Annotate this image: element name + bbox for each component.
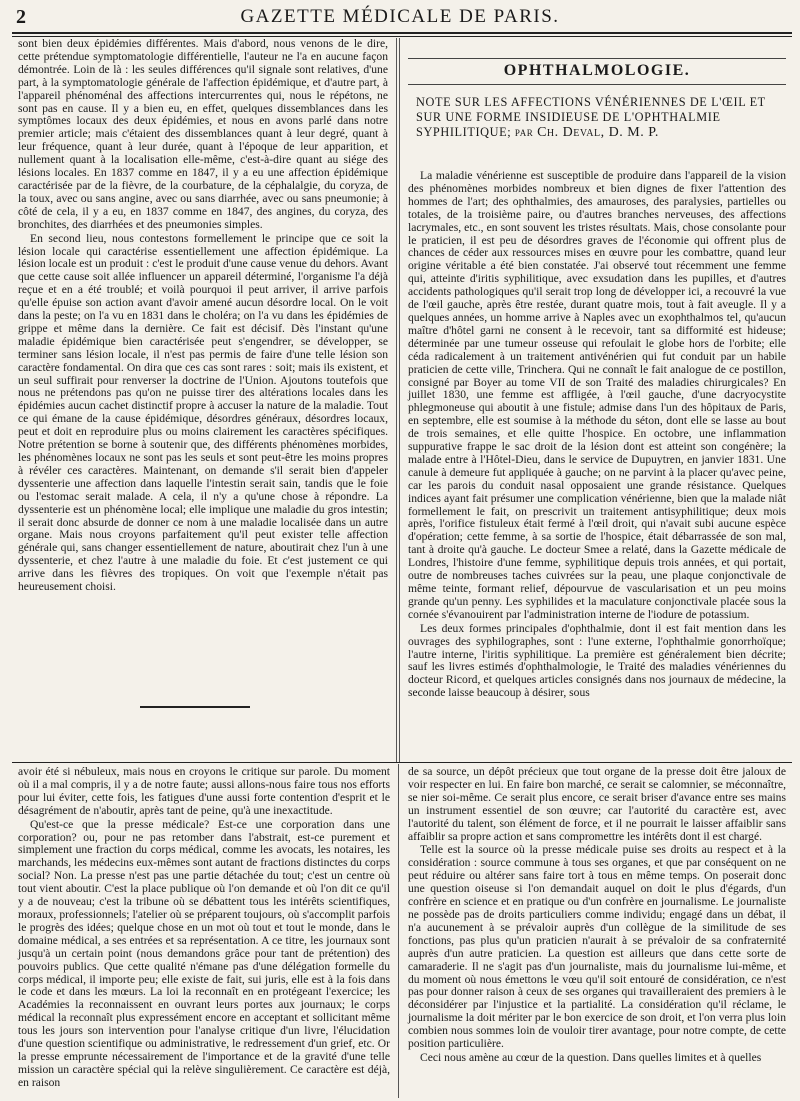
section-title: OPHTHALMOLOGIE. — [503, 62, 691, 79]
column-divider-secondary — [399, 38, 400, 762]
bottom-right-paragraph: Telle est la source où la presse médicale puise ses droits au respect et à la considération : source commune à tous ses organes, et que par conséquent on ne peut réduire ou altérer sans faire tort à tous en même temps. On poserait donc une question oiseuse si l'on demandait auquel on doit le plus d'égards, d'un confrère en science et en pratique ou d'un confrère en journalisme. Le journaliste ne possède pas de droits particuliers comme individu; engagé dans un débat, il n'a aucunement à se prévaloir auprès d'un collègue de la similitude de ses fonctions, pas plus qu'un praticien n'aurait à se prévaloir de sa confraternité auprès d'un autre praticien. La question est ailleurs que dans cette sorte de camaraderie. Il ne s'agit pas d'un journaliste, mais du journalisme lui-même, et du moment où nous émettons le vœu qu'il soit entouré de considération, ce n'est pas pour donner raison à ceux de ses organes qui travailleraient des premiers à le déconsidérer par l'injustice et la partialité. La considération qu'il réclame, le journalisme la doit mériter par le bon exercice de son droit, et l'on verra plus loin combien nous sommes loin de vouloir tirer avantage, pour notre compte, de cette position particulière. — [408, 843, 786, 1051]
section-rule-top — [408, 58, 786, 59]
bottom-column-divider — [398, 764, 399, 1098]
right-paragraph: Les deux formes principales d'ophthalmie, dont il est fait mention dans les ouvrages des syphilographes, sont : l'une externe, l'ophthalmie gonorrhoïque; l'autre interne, l'iritis syphilitique. La première est généralement bien décrite; sauf les livres estimés d'ophthalmologie, le Traité des maladies vénériennes du docteur Ricord, et quelques articles consignés dans nos journaux de médecine, la seconde laisse beaucoup à désirer, sous — [408, 621, 786, 700]
bottom-right-paragraph: Ceci nous amène au cœur de la question. Dans quelles limites et à quelles — [420, 1050, 762, 1064]
bottom-left-column — [18, 766, 390, 1091]
article-title-text: NOTE SUR LES AFFECTIONS VÉNÉRIENNES DE L'ŒIL ET SUR UNE FORME INSIDIEUSE DE L'OPHTHALMIE SYPHILITIQUE; par — [416, 95, 766, 139]
article-end-rule — [140, 706, 250, 708]
article-title — [416, 95, 788, 140]
right-column — [408, 170, 786, 701]
lower-section-divider — [12, 762, 792, 763]
header-rule — [12, 32, 792, 34]
left-paragraph: En second lieu, nous contestons formellement le principe que ce soit la lésion locale qui caractérise essentiellement une affection épidémique. La lésion locale est un produit : c'est le produit d'une cause venue du dehors. Avant que cette cause soit allée influencer un appareil déterminé, l'organisme l'a déjà reçue et en a été troublé; et voilà pourquoi il peut arriver, il arrive parfois qu'elle épuise son action avant d'avoir amené aucun désordre local. On le voit dans la peste; on l'a vu en 1831 dans le choléra; on l'a vu dans les épidémies de grippe et même dans la dernière. Ce fait est décisif. Dès l'instant qu'une maladie épidémique bien caractérisée peut s'engendrer, se développer, se terminer sans lésion locale, il n'est pas permis de faire d'une telle lésion son caractère fondamental. On dira que ces cas sont rares : soit; mais ils existent, et un seul suffirait pour renverser la doctrine de l'Union. Ajoutons toutefois que nous ne prétendons pas qu'on ne puisse tirer des altérations locales dans les épidémies aucun cachet distinctif propre à accuser la nature de la maladie. Tout ce qui émane de la cause épidémique, désordres généraux, désordres locaux, peut et doit en reproduire plus ou moins clairement les caractères spécifiques. Notre prétention se borne à soutenir que, des différents phénomènes morbides, les phénomènes locaux ne sont pas les seuls et sont peut-être les moins propres à révéler ces caractères. Maintenant, on demande s'il serait bien d'appeler dyssenterie une affection dans laquelle l'intestin serait sain, tandis que le foie ou l'estomac serait malade. A cela, il n'y a qu'une chose à répondre. La dyssenterie est un phénomène local; elle implique une maladie du gros intestin; il serait donc absurde de donner ce nom à une maladie localisée dans un autre organe. Mais nous croyons parfaitement qu'il peut exister telle affection générale qui, sans changer essentiellement de nature, aboutirait chez l'un à une dyssenterie, et chez l'autre à une maladie du foie. Et c'est justement ce qui arrive dans les fièvres des tropiques. On voit que l'exemple n'était pas heureusement choisi. — [18, 231, 388, 594]
column-divider — [396, 38, 397, 762]
article-author: Ch. Deval, D. M. P. — [537, 125, 659, 140]
page-number: 2 — [16, 6, 26, 28]
bottom-right-paragraph: de sa source, un dépôt précieux que tout organe de la presse doit être jaloux de voir respecter en lui. En faire bon marché, ce serait se calomnier, se méconnaître, se nier soi-même. Ce serait plus encore, ce serait briser d'avance entre ses mains un instrument essentiel de son œuvre; car l'autorité du caractère est, avec l'autorité du talent, son élément de force, et il ne pourrait le laisser affaiblir sans affaiblir sa propre action et sans compromettre les intérêts dont il est chargé. — [408, 765, 786, 843]
left-column — [18, 38, 388, 595]
bottom-left-paragraph: Qu'est-ce que la presse médicale? Est-ce une corporation dans une corporation? ou, pour ne pas retomber dans l'abstrait, est-ce purement et simplement une fraction du corps médical, comme les avocats, les notaires, les marchands, les médecins eux-mêmes sont autant de fractions distinctes du corps social? Non. La presse n'est pas une partie détachée du tout; c'est un centre où tout vient aboutir. C'est la place publique où l'on demande et où l'on dit ce qu'il y a de nouveau; c'est la tribune où se débattent tous les intérêts scientifiques, moraux, professionnels; l'atelier où se préparent toujours, où s'accomplit parfois le progrès des idées; quelque chose en un mot où tout et tout le monde, dans le domaine médical, a ses entrées et sa représentation. A ce titre, les journaux sont jusqu'à un certain point (nous demandons grâce pour tant de prétention) des pouvoirs publics. Que cette qualité n'émane pas d'une délégation formelle du corps médical, il importe peu; elle existe de fait, sui juris, elle est à la fois dans le code et dans les mœurs. La loi la reconnaît en en protégeant l'exercice; les Académies la reconnaissent en ouvrant leurs portes aux journaux; le corps médical la reconnaît plus expressément encore en acceptant et sollicitant même tous les jours son intervention pour l'analyse critique d'un livre, l'élucidation d'une question scientifique ou administrative, le redressement d'un grief, etc. Or la presse emprunte nécessairement de l'importance et de la gravité d'une telle mission un caractère spécial qui la relève singulièrement. Ce caractère est déjà, en raison — [18, 817, 390, 1089]
bottom-left-paragraph: avoir été si nébuleux, mais nous en croyons le critique sur parole. Du moment où il a mal compris, il y a de notre faute; aussi allons-nous faire tous nos efforts pour lui éviter, cette fois, les fatigues d'une aussi forte contention d'esprit et le désagrément de n'aboutir, après tant de peine, qu'à une inexactitude. — [18, 765, 390, 817]
left-paragraph: sont bien deux épidémies différentes. Mais d'abord, nous venons de le dire, cette prétendue symptomatologie différentielle, l'auteur ne l'a en aucune façon démontrée. Loin de là : les seules différences qu'il signale sont relatives, d'une part, à la symptomatologie générale de l'affection épidémique, et d'autre part, à l'appareil phénoménal des affections intercurrentes qui, nous le répétons, ne sont pas en cause. Il y a bien eu, en effet, quelques dissemblances dans les symptômes locaux des deux épidémies, et nous en avons parlé dans notre premier article; mais c'étaient des dissemblances quant à leur degré, quant à leur fréquence, quant à leur durée, quant à l'époque de leur apparition, et nullement quant à la localisation elle-même, c'est-à-dire quant au siége des lésions locales. En 1837 comme en 1847, il y a eu une affection épidémique caractérisée par de la fièvre, de la courbature, de la céphalalgie, du coryza, de la toux, avec ou sans angine, avec ou sans diarrhée, avec ou sans pneumonie; à côté de cela, il y a eu, en 1837 comme en 1847, des angines, du coryza, des bronchites, des diarrhées et des pneumonies simples. — [18, 37, 388, 231]
bottom-right-column — [408, 766, 786, 1066]
right-paragraph: La maladie vénérienne est susceptible de produire dans l'appareil de la vision des phénomènes morbides nombreux et bien dignes de fixer l'attention des hommes de l'art; des ophthalmies, des amauroses, des paralysies, partielles ou totales, de la troisième paire, ou d'autres branches nerveuses, des affections lacrymales, etc., en sont souvent les tristes résultats. Mais, chose consolante pour le praticien, il est peu de désordres graves de l'économie qui offrent plus de chances de céder aux ressources mises en œuvre pour les combattre, quand leur origine véritable a été bien constatée. J'ai observé tout récemment une femme qui, atteinte d'iritis syphilitique, avec exsudation dans les pupilles, et d'autres accidents pathologiques qu'il serait trop long de développer ici, a recouvré la vue de l'œil gauche, après être restée, durant quatre mois, tout à fait aveugle. Il y a quelques années, un homme arrive à Naples avec un exophthalmos tel, qu'aucun maître d'hôtel garni ne consent à le recevoir, tant sa difformité est hideuse; déterminée par une tumeur osseuse qui refoulait le globe hors de l'orbite; elle céda radicalement à un traitement antivénérien qui fut conduit par un habile praticien de cette ville, Trinchera. Qui ne connaît le fait analogue de ce postillon, consigné par Boyer au tome VII de son Traité des maladies chirurgicales? En juillet 1830, une femme est affligée, à l'œil gauche, d'une dacryocystite phlegmoneuse qui aboutit à une fistule; admise dans l'un des hôpitaux de Paris, en septembre, elle est soumise à la méthode du séton, dont elle se lasse au bout de trois semaines, et elle quitte l'hospice. En octobre, une inflammation suppurative frappe le sac droit de la lésion dont est atteint son congénère; la malade entre à l'Hôtel-Dieu, dans le service de Dupuytren, en janvier 1831. Une canule à demeure fut appliquée à gauche; on ne parvint à la placer qu'avec peine, car les parois du conduit nasal opposaient une grande résistance. Quelques indices ayant fait présumer une complication vénérienne, bien que la malade niât formellement le fait, on prescrivit un traitement antisyphilitique; deux mois après, l'orifice fistuleux était fermé à l'œil droit, qui n'avait subi aucune espèce d'opération; cette femme, à sa sortie de l'hospice, était débarrassée de son mal, tant à droite qu'à gauche. Le docteur Smee a relaté, dans la Gazette médicale de Londres, l'histoire d'une femme, syphilitique depuis trois années, et qui portait, outre de nombreuses taches cuivrées sur la peau, une plaque conjonctivale de même teinte, formant relief, dépourvue de vascularisation et un peu moins grande qu'un penny. Les syphilides et la maculature conjonctivale placée sous la cornée s'évanouirent par l'administration interne de l'iodure de potassium. — [408, 169, 786, 621]
journal-title: GAZETTE MÉDICALE DE PARIS. — [240, 6, 560, 27]
section-rule-bottom — [408, 84, 786, 85]
